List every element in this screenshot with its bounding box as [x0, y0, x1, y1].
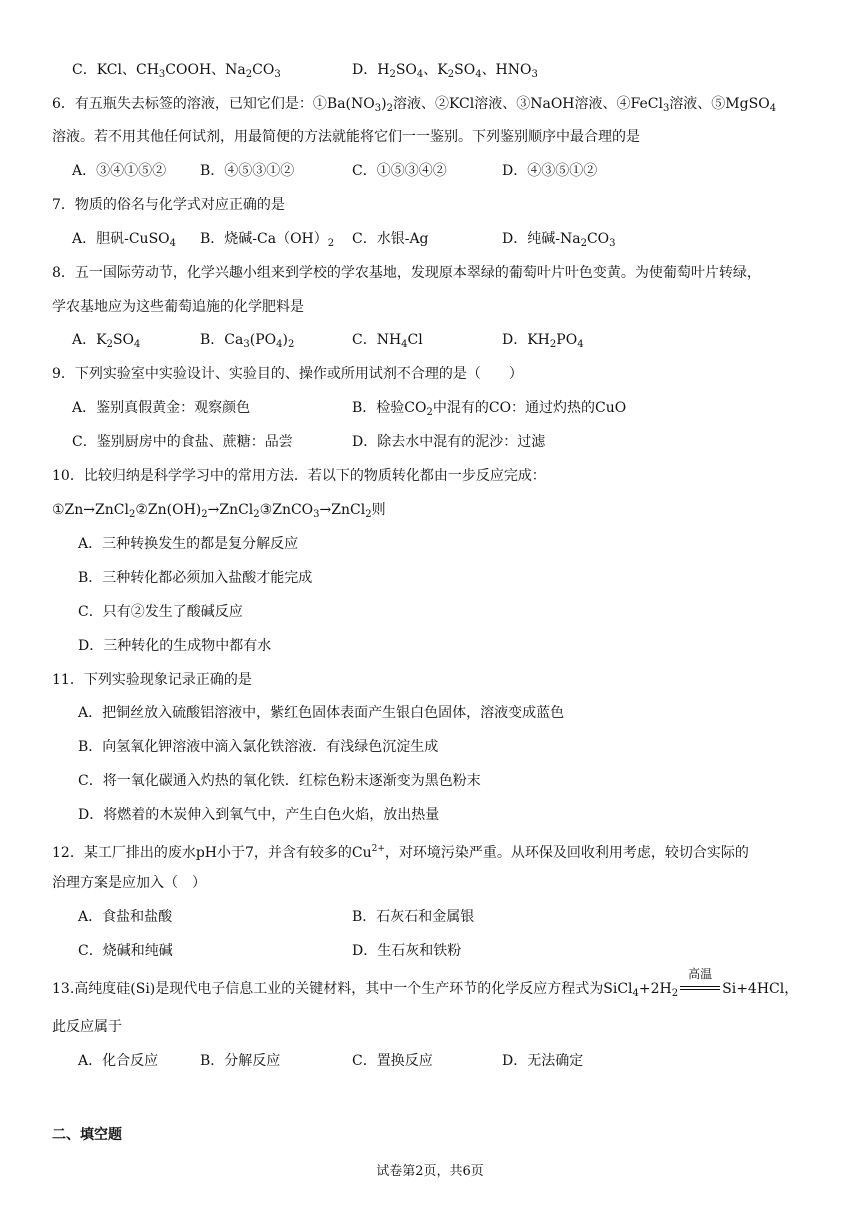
q13-option-c: C．置换反应 [352, 1053, 433, 1069]
q8-stem-line1: 8．五一国际劳动节，化学兴趣小组来到学校的学农基地，发现原本翠绿的葡萄叶片叶色变黄。为使葡萄叶片转绿， [52, 265, 761, 281]
q11-option-d: D．将燃着的木炭伸入到氧气中，产生白色火焰，放出热量 [78, 807, 440, 823]
q6-stem-line1: 6．有五瓶失去标签的溶液，已知它们是：$①Ba(NO_3)_2$溶液、②KCl溶液、③NaOH溶液、④FeCl$_3$溶液、⑤MgSO$_4$ [52, 96, 777, 114]
q12-option-d: D．生石灰和铁粉 [352, 943, 462, 959]
q12-option-c: C．烧碱和纯碱 [78, 943, 173, 959]
q7-option-a: A．胆矾-CuSO$_4$ [72, 231, 177, 249]
q12-option-b: B．石灰石和金属银 [352, 909, 475, 925]
q6-stem-line2: 溶液。若不用其他任何试剂，用最简便的方法就能将它们一一鉴别。下列鉴别顺序中最合理的是 [52, 129, 640, 145]
q7-option-d: D．纯碱$-Na_2CO_3$ [502, 231, 616, 249]
q6-option-a: A．③④①⑤② [72, 163, 167, 179]
q9-option-a: A．鉴别真假黄金：观察颜色 [72, 400, 251, 416]
q6-option-c: C．①⑤③④② [352, 163, 447, 179]
q10-stem: 10．比较归纳是科学学习中的常用方法．若以下的物质转化都由一步反应完成： [52, 468, 546, 484]
q13-stem-line2: 此反应属于 [52, 1019, 122, 1035]
q10-option-a: A．三种转换发生的都是复分解反应 [78, 536, 299, 552]
q5-option-d: D．$H_2SO_4$、$K_2SO_4$、$HNO_3$ [352, 62, 538, 80]
q11-stem: 11．下列实验现象记录正确的是 [52, 672, 252, 688]
q8-option-c: C．$NH_4Cl$ [352, 332, 423, 350]
q6-option-b: B．④⑤③①② [200, 163, 295, 179]
q11-option-b: B．向氢氧化钾溶液中滴入氯化铁溶液．有浅绿色沉淀生成 [78, 739, 439, 755]
q9-option-d: D．除去水中混有的泥沙：过滤 [352, 434, 546, 450]
section-heading-fill-in: 二、填空题 [52, 1127, 122, 1143]
q8-option-a: A．$K_2SO_4$ [72, 332, 141, 350]
q7-option-c: C．水银-Ag [352, 231, 429, 247]
q7-stem: 7．物质的俗名与化学式对应正确的是 [52, 197, 285, 213]
q12-stem-line2: 治理方案是应加入（ ） [52, 875, 206, 891]
q9-option-c: C．鉴别厨房中的食盐、蔗糖：品尝 [72, 434, 293, 450]
page-footer: 试卷第2页，共6页 [376, 1164, 484, 1179]
q10-reactions: $①Zn\to ZnCl_2②Zn(OH)_2\to ZnCl_2③ZnCO_3\to ZnCl_2$则 [52, 502, 386, 520]
q6-option-d: D．④③⑤①② [502, 163, 598, 179]
q5-option-c: C．KCl、$CH_3COOH$、$Na_2CO_3$ [72, 62, 281, 80]
q10-option-c: C．只有②发生了酸碱反应 [78, 604, 243, 620]
q8-stem-line2: 学农基地应为这些葡萄追施的化学肥料是 [52, 299, 304, 315]
q11-option-a: A．把铜丝放入硫酸铝溶液中，紫红色固体表面产生银白色固体，溶液变成蓝色 [78, 705, 565, 721]
reaction-condition: 高温 [680, 979, 720, 999]
q7-option-b: B．烧碱$-Ca(OH)_2$ [200, 231, 335, 249]
q11-option-c: C．将一氧化碳通入灼热的氧化铁．红棕色粉末逐渐变为黑色粉末 [78, 773, 481, 789]
q8-option-d: D．$KH_2PO_4$ [502, 332, 584, 350]
q10-option-b: B．三种转化都必须加入盐酸才能完成 [78, 570, 313, 586]
q12-option-a: A．食盐和盐酸 [78, 909, 173, 925]
q13-option-b: B．分解反应 [200, 1053, 281, 1069]
q10-option-d: D．三种转化的生成物中都有水 [78, 638, 272, 654]
q13-option-a: A．化合反应 [78, 1053, 159, 1069]
q13-stem-line1: 13.高纯度硅(Si)是现代电子信息工业的关键材料，其中一个生产环节的化学反应方程式为$SiCl_4+2H_2$ 高温 Si+4HCl， [52, 967, 799, 999]
q13-option-d: D．无法确定 [502, 1053, 584, 1069]
q9-option-b: B．检验$CO_2$中混有的CO：通过灼热的CuO [352, 400, 627, 418]
q12-stem-line1: 12．某工厂排出的废水pH小于7，并含有较多的$Cu^{2+}$，对环境污染严重。从环保及回收利用考虑，较切合实际的 [52, 844, 749, 861]
q9-stem: 9．下列实验室中实验设计、实验目的、操作或所用试剂不合理的是（ ） [52, 366, 523, 382]
q8-option-b: B．$Ca_3(PO_4)_2$ [200, 332, 295, 350]
